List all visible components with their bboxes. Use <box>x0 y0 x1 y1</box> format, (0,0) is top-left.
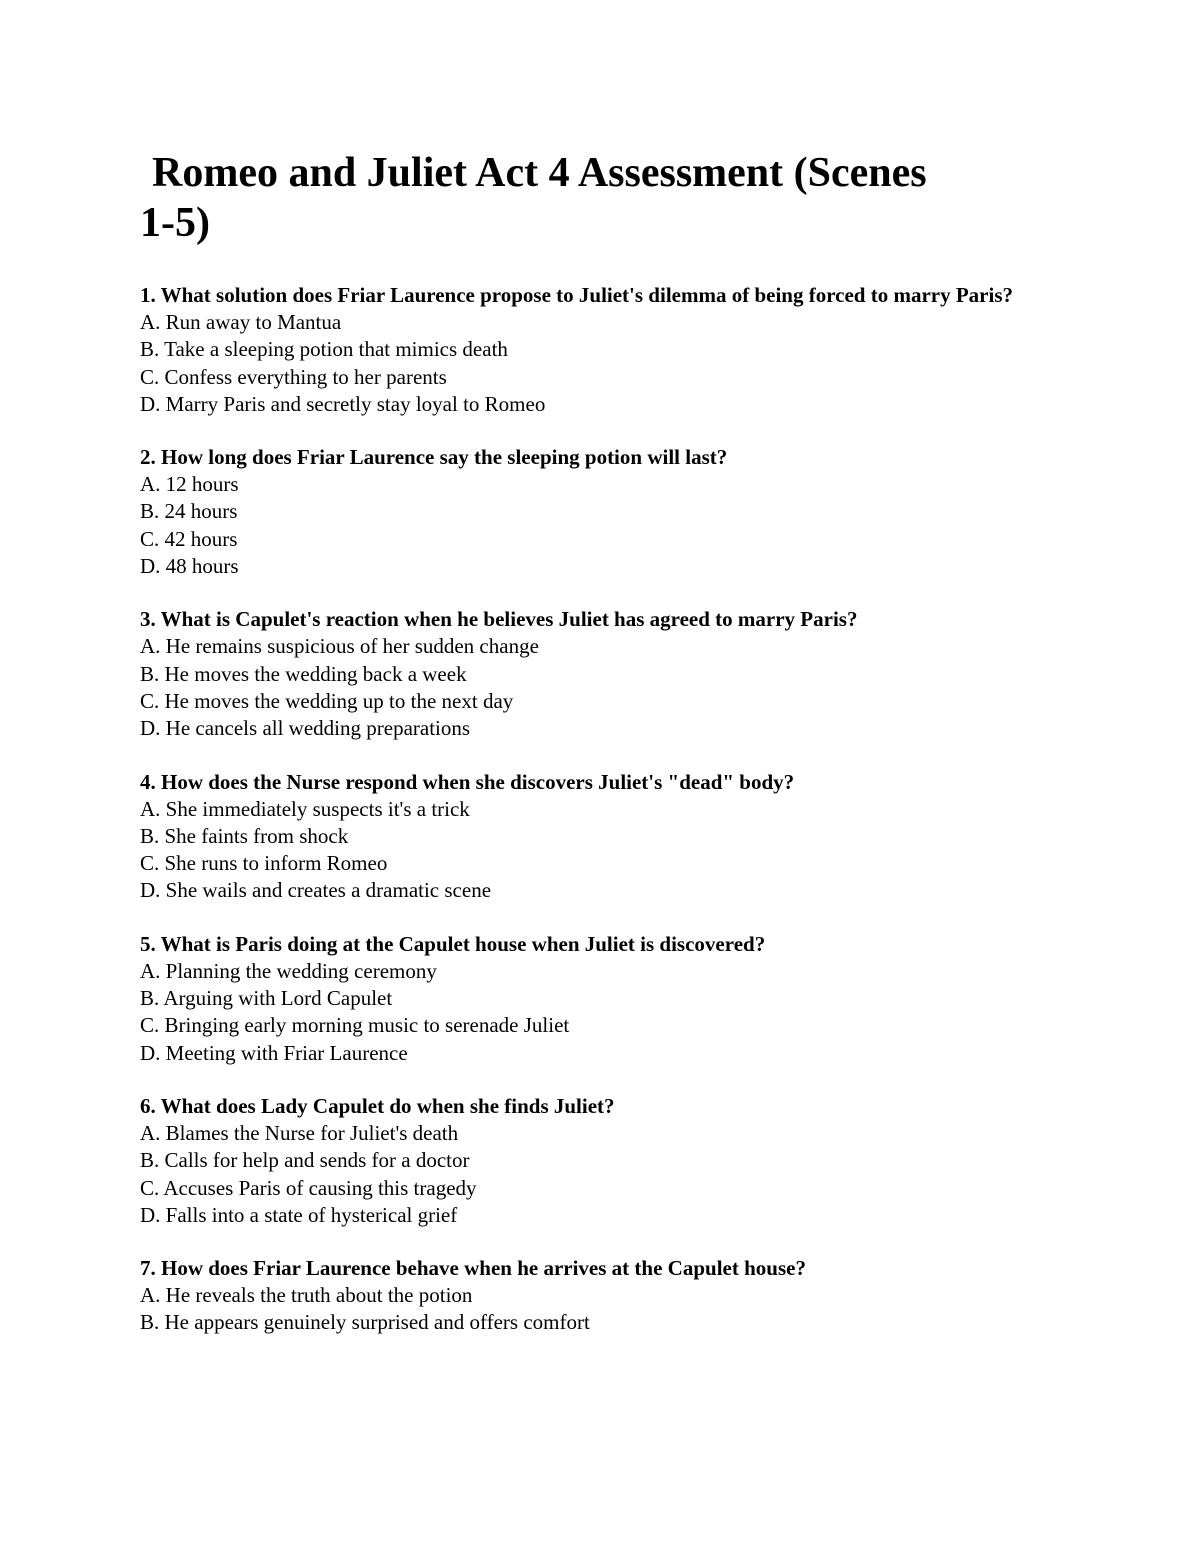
title-line-1: Romeo and Juliet Act 4 Assessment (Scenes <box>152 150 927 196</box>
answer-option: B. 24 hours <box>140 499 238 524</box>
question-text: 7. How does Friar Laurence behave when he arrives at the Capulet house? <box>140 1256 806 1281</box>
answer-options <box>140 958 1060 1067</box>
answer-option: B. She faints from shock <box>140 823 349 848</box>
answer-option: A. Planning the wedding ceremony <box>140 958 437 983</box>
page-title <box>140 148 1060 248</box>
answer-options <box>140 309 1060 418</box>
question-4 <box>140 769 1060 905</box>
answer-options <box>140 633 1060 742</box>
question-5 <box>140 931 1060 1067</box>
question-text: 5. What is Paris doing at the Capulet house when Juliet is discovered? <box>140 931 766 956</box>
answer-option: B. Arguing with Lord Capulet <box>140 986 393 1011</box>
question-2 <box>140 444 1060 580</box>
answer-option: D. He cancels all wedding preparations <box>140 716 471 741</box>
answer-option: D. 48 hours <box>140 554 239 579</box>
answer-option: B. He appears genuinely surprised and offers comfort <box>140 1310 590 1335</box>
title-line-2: 1-5) <box>140 200 210 246</box>
answer-options <box>140 796 1060 905</box>
answer-options <box>140 1282 1060 1337</box>
answer-option: D. Meeting with Friar Laurence <box>140 1040 408 1065</box>
answer-options <box>140 471 1060 580</box>
question-6 <box>140 1093 1060 1229</box>
answer-option: A. He reveals the truth about the potion <box>140 1283 473 1308</box>
answer-option: C. 42 hours <box>140 526 238 551</box>
answer-option: B. He moves the wedding back a week <box>140 661 467 686</box>
question-text: 2. How long does Friar Laurence say the sleeping potion will last? <box>140 445 728 470</box>
question-1 <box>140 282 1060 418</box>
answer-option: C. She runs to inform Romeo <box>140 851 388 876</box>
question-text: 3. What is Capulet's reaction when he believes Juliet has agreed to marry Paris? <box>140 607 858 632</box>
answer-option: A. She immediately suspects it's a trick <box>140 796 470 821</box>
answer-option: D. Falls into a state of hysterical grief <box>140 1202 458 1227</box>
question-text: 4. How does the Nurse respond when she discovers Juliet's "dead" body? <box>140 769 795 794</box>
answer-option: C. Confess everything to her parents <box>140 364 447 389</box>
answer-option: D. She wails and creates a dramatic scene <box>140 878 492 903</box>
answer-option: A. Run away to Mantua <box>140 310 342 334</box>
answer-option: A. Blames the Nurse for Juliet's death <box>140 1120 459 1145</box>
answer-option: C. He moves the wedding up to the next day <box>140 688 514 713</box>
answer-option: A. 12 hours <box>140 472 239 497</box>
question-3 <box>140 606 1060 742</box>
question-7 <box>140 1255 1060 1337</box>
answer-option: A. He remains suspicious of her sudden change <box>140 634 539 659</box>
answer-option: B. Take a sleeping potion that mimics death <box>140 337 508 362</box>
question-text: 1. What solution does Friar Laurence propose to Juliet's dilemma of being forced to marry Paris? <box>140 283 1014 307</box>
answer-option: D. Marry Paris and secretly stay loyal to Romeo <box>140 391 546 416</box>
answer-options <box>140 1120 1060 1229</box>
document-page <box>140 148 1060 1363</box>
answer-option: C. Bringing early morning music to serenade Juliet <box>140 1013 570 1038</box>
answer-option: C. Accuses Paris of causing this tragedy <box>140 1175 477 1200</box>
answer-option: B. Calls for help and sends for a doctor <box>140 1148 470 1173</box>
question-text: 6. What does Lady Capulet do when she finds Juliet? <box>140 1093 615 1118</box>
